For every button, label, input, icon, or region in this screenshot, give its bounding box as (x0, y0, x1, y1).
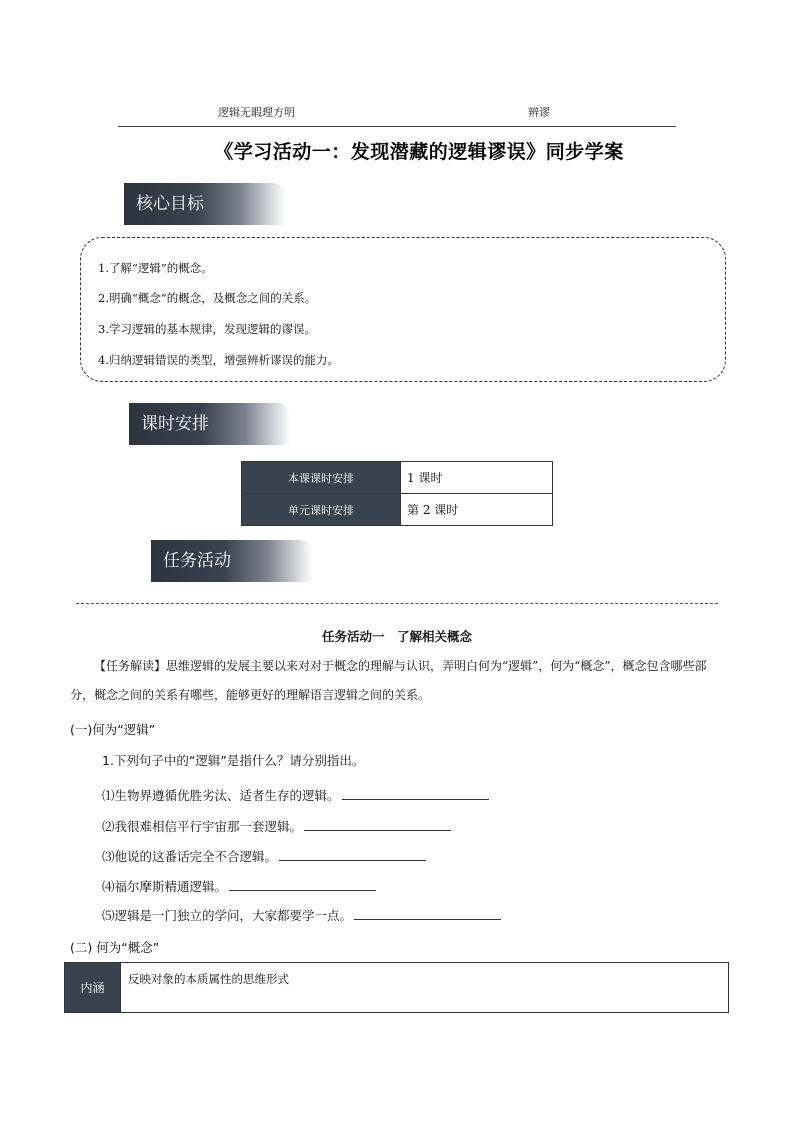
section-banner-tasks: 任务活动 (151, 540, 313, 582)
goal-item-2: 2.明确“概念”的概念，及概念之间的关系。 (98, 291, 317, 305)
item-text: ⑷福尔摩斯精通逻辑。 (102, 879, 228, 894)
answer-blank[interactable] (354, 909, 501, 920)
activity-title: 任务活动一 了解相关概念 (321, 629, 472, 644)
list-item (102, 906, 501, 924)
goal-item-1: 1.了解“逻辑”的概念。 (98, 261, 213, 275)
page-title-text: 《学习活动一：发现潜藏的逻辑谬误》同步学案 (214, 141, 624, 163)
table-row (242, 494, 553, 526)
part2-heading: (二) 何为“概念” (70, 940, 160, 955)
header-left: 逻辑无暇理方明 (218, 106, 295, 119)
question-1: 1.下列句子中的“逻辑”是指什么？请分别指出。 (102, 753, 365, 768)
list-item (102, 817, 451, 835)
answer-blank[interactable] (342, 789, 489, 800)
concept-table (64, 962, 729, 1013)
answer-blank[interactable] (229, 880, 376, 891)
answer-blank[interactable] (279, 850, 426, 861)
concept-value: 反映对象的本质属性的思维形式 (121, 963, 729, 1013)
header-rule (118, 126, 676, 127)
item-text: ⑵我很难相信平行宇宙那一套逻辑。 (102, 819, 303, 834)
list-item (102, 877, 376, 895)
schedule-label: 本课课时安排 (242, 462, 401, 494)
goal-item-3: 3.学习逻辑的基本规律，发现逻辑的谬误。 (98, 322, 316, 336)
concept-label: 内涵 (65, 963, 121, 1013)
section-banner-schedule: 课时安排 (129, 403, 291, 445)
schedule-value: 1 课时 (401, 462, 553, 494)
list-item (102, 786, 489, 804)
item-text: ⑶他说的这番话完全不合逻辑。 (102, 849, 278, 864)
header-right: 辨谬 (528, 106, 550, 119)
item-text: ⑸逻辑是一门独立的学问，大家都要学一点。 (102, 908, 353, 923)
dashed-divider (76, 603, 718, 604)
section-banner-goals: 核心目标 (124, 183, 286, 225)
table-row (242, 462, 553, 494)
list-item (102, 847, 426, 865)
schedule-value: 第 2 课时 (401, 494, 553, 526)
page-title (0, 137, 794, 164)
goal-item-4: 4.归纳逻辑错误的类型，增强辨析谬误的能力。 (98, 353, 339, 367)
part1-heading: (一)何为“逻辑” (70, 722, 156, 737)
answer-blank[interactable] (304, 820, 451, 831)
schedule-label: 单元课时安排 (242, 494, 401, 526)
task-intro: 【任务解读】思维逻辑的发展主要以来对对于概念的理解与认识，弄明白何为“逻辑”，何为“概念”，概念包含哪些部分，概念之间的关系有哪些，能够更好的理解语言逻辑之间的关系。 (70, 659, 707, 702)
schedule-table (241, 461, 553, 526)
table-row (65, 963, 729, 1013)
item-text: ⑴生物界遵循优胜劣汰、适者生存的逻辑。 (102, 788, 340, 803)
